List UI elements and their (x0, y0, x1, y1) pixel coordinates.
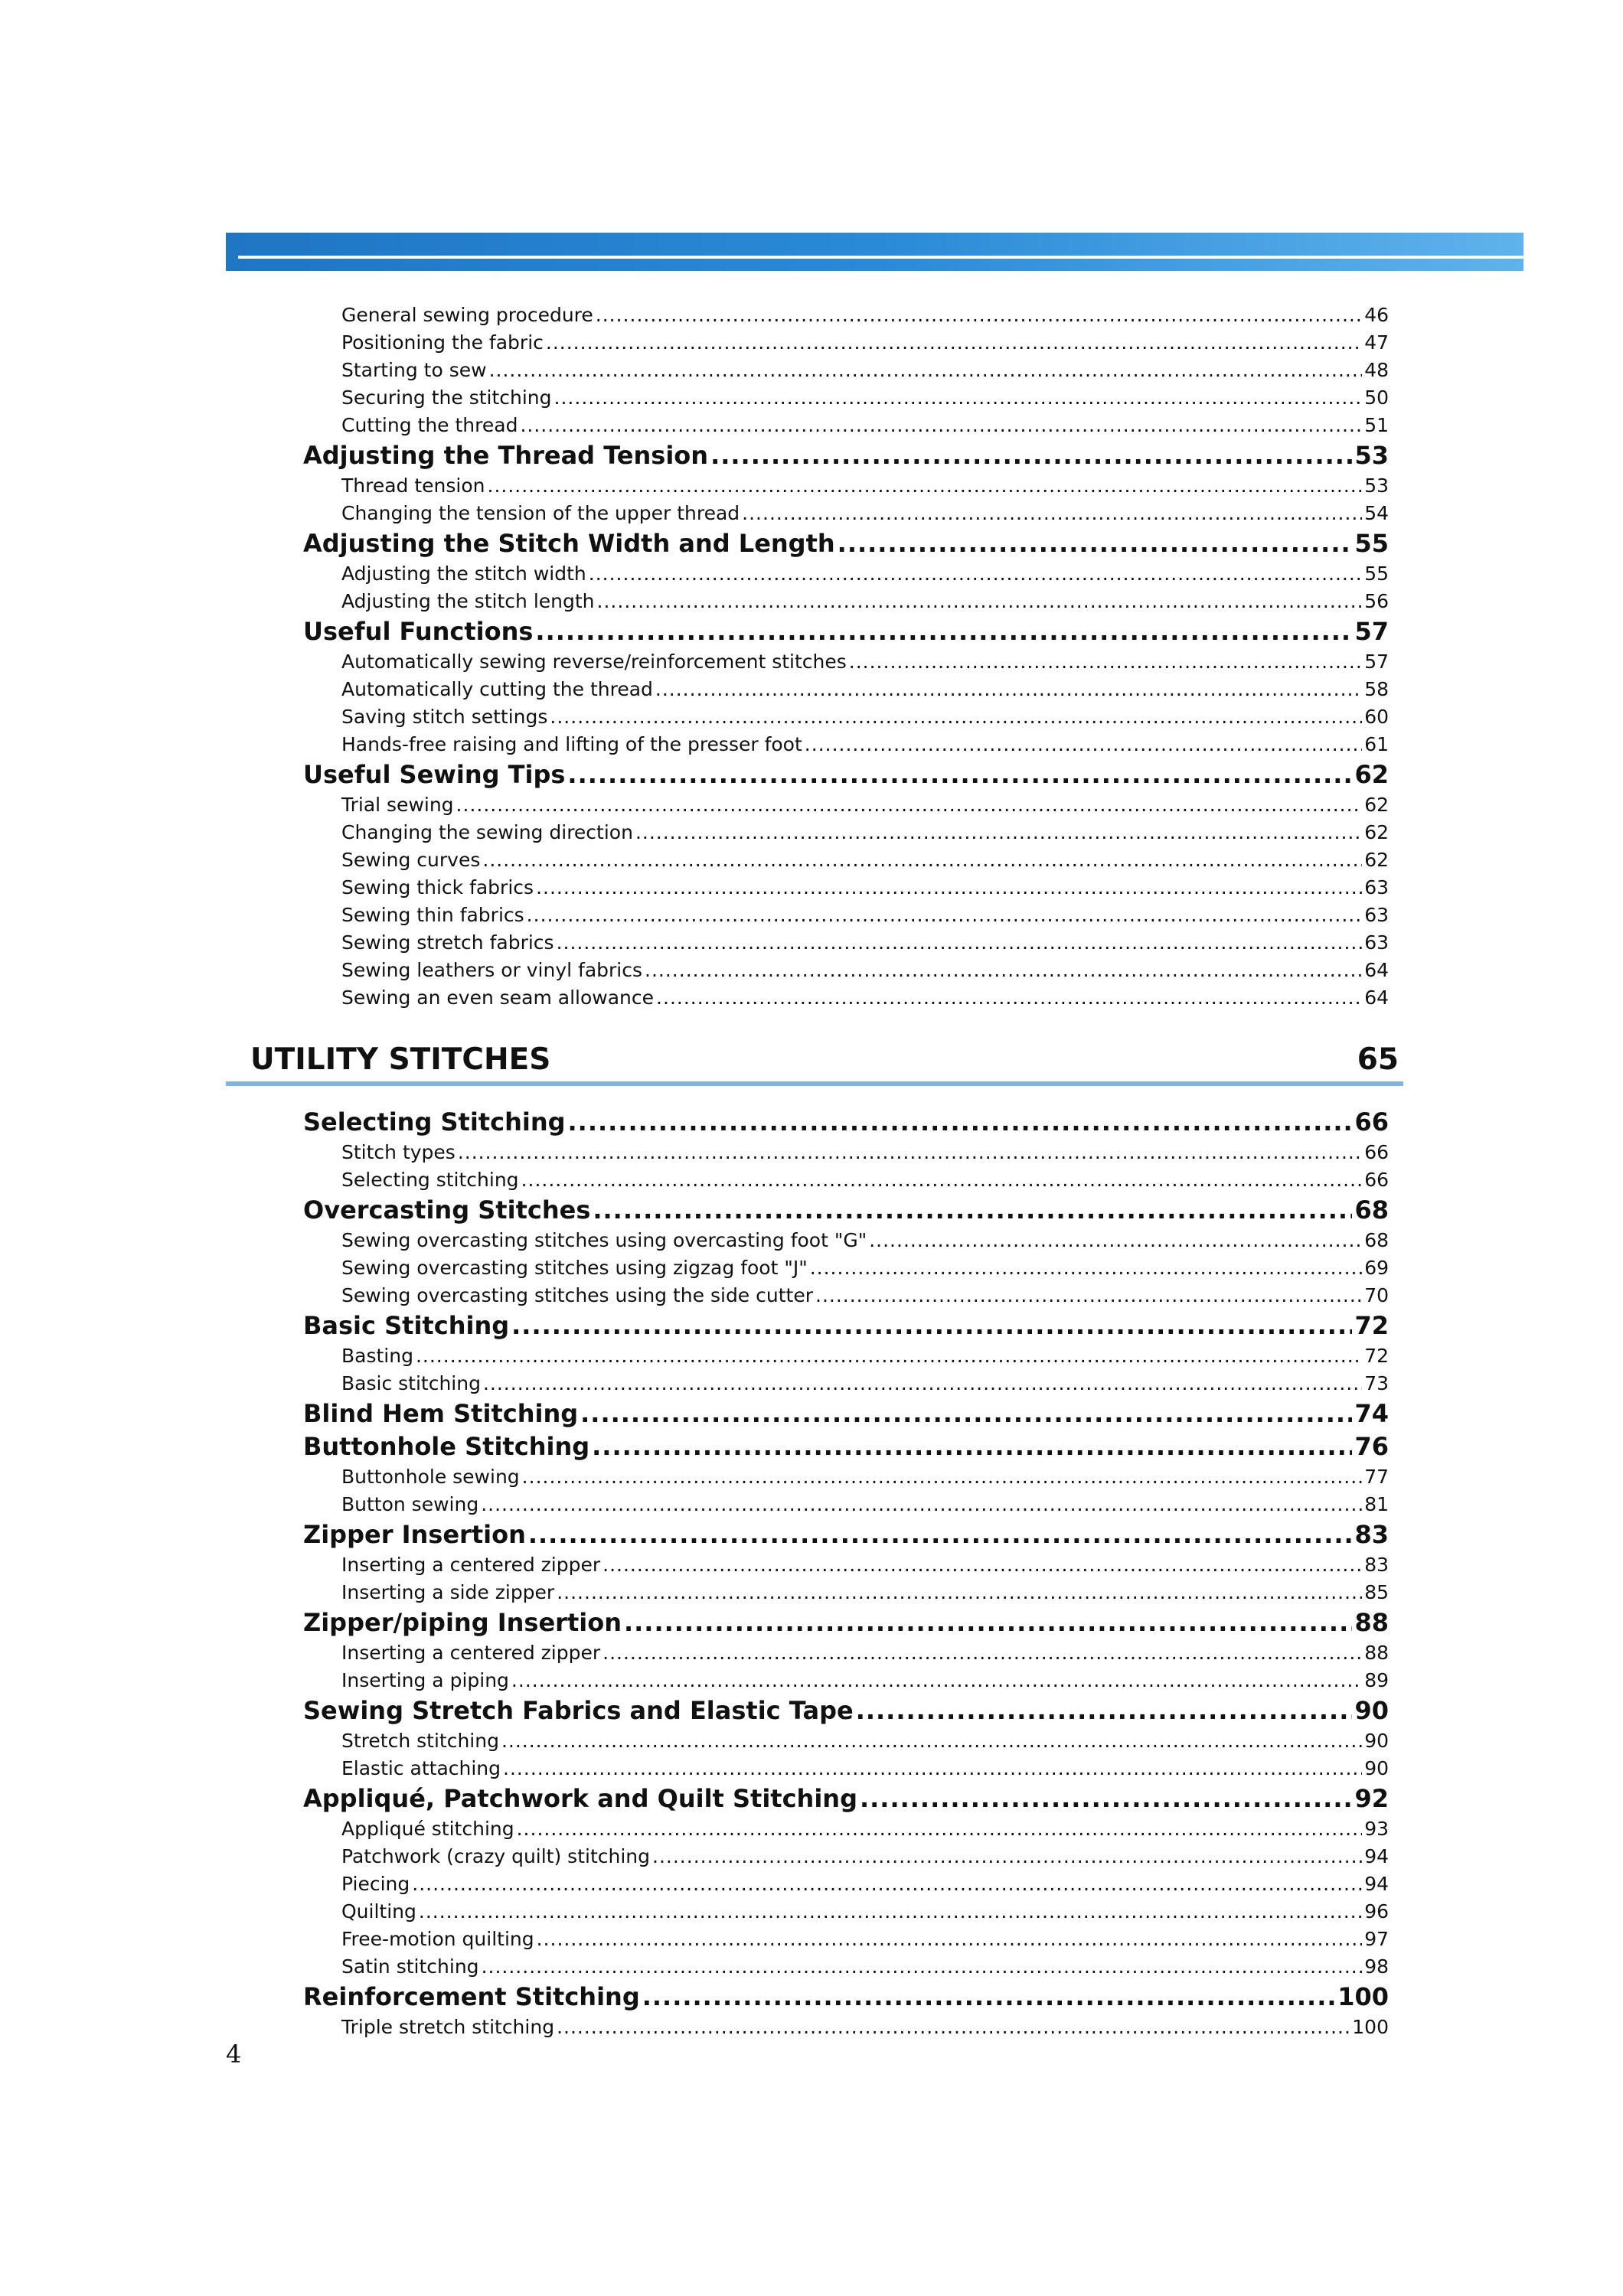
dot-leader (536, 874, 1362, 902)
dot-leader (652, 1843, 1362, 1870)
toc-subsection-entry[interactable] (341, 1755, 1389, 1782)
toc-entry-page: 47 (1364, 331, 1389, 354)
toc-section-entry[interactable] (303, 1309, 1389, 1342)
header-color-bar (226, 233, 1523, 271)
toc-entry-page: 54 (1364, 502, 1389, 524)
dot-leader (860, 1782, 1352, 1815)
toc-entry-page: 62 (1364, 849, 1389, 871)
toc-entry-label: Sewing thin fabrics (341, 904, 524, 926)
toc-subsection-entry[interactable] (341, 1491, 1389, 1518)
toc-subsection-entry[interactable] (341, 1926, 1389, 1953)
toc-entry-label: Automatically sewing reverse/reinforcement stitches (341, 651, 847, 673)
toc-entry-label: Changing the tension of the upper thread (341, 502, 740, 524)
dot-leader (416, 1342, 1362, 1370)
toc-entry-label: Automatically cutting the thread (341, 678, 653, 700)
toc-entry-label: Securing the stitching (341, 386, 552, 409)
toc-entry-label: Trial sewing (341, 794, 454, 816)
toc-subsection-entry[interactable] (341, 1667, 1389, 1694)
toc-entry-label: Inserting a side zipper (341, 1581, 555, 1603)
toc-entry-label: Sewing overcasting stitches using the side cutter (341, 1284, 813, 1306)
dot-leader (537, 1926, 1363, 1953)
dot-leader (521, 1166, 1363, 1194)
toc-entry-page: 66 (1364, 1141, 1389, 1163)
toc-entry-label: Useful Sewing Tips (303, 760, 566, 789)
dot-leader (458, 1139, 1362, 1166)
dot-leader (527, 902, 1363, 929)
toc-entry-label: Quilting (341, 1900, 416, 1923)
toc-entry-label: Sewing stretch fabrics (341, 931, 554, 954)
toc-entry-page: 73 (1364, 1372, 1389, 1394)
dot-leader (869, 1227, 1362, 1254)
toc-subsection-entry[interactable] (341, 1463, 1389, 1491)
dot-leader (742, 500, 1362, 527)
dot-leader (596, 302, 1362, 329)
dot-leader (535, 615, 1352, 648)
dot-leader (522, 1463, 1363, 1491)
toc-entry-page: 58 (1364, 678, 1389, 700)
toc-entry-page: 98 (1364, 1955, 1389, 1978)
toc-subsection-entry[interactable] (341, 1166, 1389, 1194)
dot-leader (488, 472, 1363, 500)
toc-entry-label: General sewing procedure (341, 304, 593, 326)
dot-leader (805, 731, 1362, 758)
toc-entry-page: 74 (1354, 1399, 1389, 1428)
dot-leader (546, 329, 1362, 357)
toc-entry-label: Selecting stitching (341, 1169, 519, 1191)
toc-entry-page: 96 (1364, 1900, 1389, 1923)
toc-entry-label: Adjusting the Thread Tension (303, 441, 709, 470)
toc-entry-label: Starting to sew (341, 359, 487, 381)
toc-entry-label: Piecing (341, 1873, 410, 1895)
toc-section-entry[interactable] (303, 1397, 1389, 1430)
toc-entry-label: Buttonhole sewing (341, 1466, 520, 1488)
toc-section-entry[interactable] (303, 1694, 1389, 1727)
toc-entry-label: Appliqué, Patchwork and Quilt Stitching (303, 1784, 857, 1813)
toc-entry-page: 100 (1352, 2016, 1389, 2038)
toc-subsection-entry[interactable] (341, 819, 1389, 846)
toc-subsection-entry[interactable] (341, 1870, 1389, 1898)
toc-section-entry[interactable] (303, 1105, 1389, 1139)
toc-subsection-entry[interactable] (341, 357, 1389, 384)
toc-entry-page: 62 (1364, 821, 1389, 843)
toc-entry-label: Patchwork (crazy quilt) stitching (341, 1845, 651, 1867)
toc-entry-page: 90 (1364, 1730, 1389, 1752)
toc-entry-page: 56 (1364, 590, 1389, 612)
toc-entry-page: 68 (1364, 1229, 1389, 1251)
toc-entry-label: Stitch types (341, 1141, 456, 1163)
toc-subsection-entry[interactable] (341, 929, 1389, 957)
toc-entry-page: 57 (1364, 651, 1389, 673)
toc-entry-page: 68 (1354, 1195, 1389, 1225)
toc-entry-page: 77 (1364, 1466, 1389, 1488)
toc-subsection-entry[interactable] (341, 676, 1389, 703)
toc-entry-page: 64 (1364, 987, 1389, 1009)
dot-leader (810, 1254, 1362, 1282)
toc-subsection-entry[interactable] (341, 412, 1389, 439)
toc-entry-page: 53 (1364, 475, 1389, 497)
toc-subsection-entry[interactable] (341, 1139, 1389, 1166)
toc-entry-label: Cutting the thread (341, 414, 518, 436)
toc-entry-label: Free-motion quilting (341, 1928, 534, 1950)
toc-subsection-entry[interactable] (341, 1254, 1389, 1282)
dot-leader (501, 1727, 1362, 1755)
toc-entry-label: Triple stretch stitching (341, 2016, 555, 2038)
toc-subsection-entry[interactable] (341, 302, 1389, 329)
toc-entry-label: Overcasting Stitches (303, 1195, 591, 1225)
toc-subsection-entry[interactable] (341, 1579, 1389, 1606)
toc-entry-label: Adjusting the Stitch Width and Length (303, 529, 835, 558)
toc-entry-label: Inserting a centered zipper (341, 1642, 601, 1664)
toc-subsection-entry[interactable] (341, 957, 1389, 984)
toc-subsection-entry[interactable] (341, 560, 1389, 588)
dot-leader (567, 758, 1352, 791)
toc-entry-label: Elastic attaching (341, 1757, 501, 1779)
toc-entry-page: 62 (1364, 794, 1389, 816)
dot-leader (589, 560, 1362, 588)
toc-entry-page: 62 (1354, 760, 1389, 789)
toc-entry-label: Sewing overcasting stitches using zigzag foot "J" (341, 1257, 808, 1279)
toc-entry-page: 48 (1364, 359, 1389, 381)
toc-subsection-entry[interactable] (341, 1227, 1389, 1254)
toc-entry-page: 66 (1364, 1169, 1389, 1191)
toc-entry-page: 63 (1364, 931, 1389, 954)
toc-entry-page: 89 (1364, 1669, 1389, 1691)
dot-leader (456, 791, 1363, 819)
toc-entry-label: Button sewing (341, 1493, 479, 1515)
toc-entry-page: 55 (1364, 563, 1389, 585)
toc-entry-page: 97 (1364, 1928, 1389, 1950)
toc-entry-page: 94 (1364, 1873, 1389, 1895)
toc-subsection-entry[interactable] (341, 1370, 1389, 1397)
dot-leader (511, 1667, 1362, 1694)
dot-leader (557, 2014, 1350, 2041)
toc-entry-label: Selecting Stitching (303, 1107, 566, 1137)
toc-entry-page: 66 (1354, 1107, 1389, 1137)
toc-section-entry[interactable] (303, 439, 1389, 472)
toc-entry-page: 90 (1354, 1696, 1389, 1725)
toc-section-entry[interactable] (303, 1430, 1389, 1463)
dot-leader (856, 1694, 1353, 1727)
toc-subsection-entry[interactable] (341, 731, 1389, 758)
toc-subsection-entry[interactable] (341, 791, 1389, 819)
dot-leader (481, 1491, 1362, 1518)
dot-leader (656, 984, 1362, 1012)
dot-leader (482, 1953, 1363, 1981)
toc-entry-label: Sewing overcasting stitches using overcasting foot "G" (341, 1229, 867, 1251)
chapter-page: 65 (1357, 1042, 1399, 1077)
dot-leader (568, 1105, 1353, 1139)
dot-leader (597, 588, 1363, 615)
toc-entry-page: 76 (1354, 1432, 1389, 1461)
toc-entry-label: Positioning the fabric (341, 331, 544, 354)
toc-subsection-entry[interactable] (341, 874, 1389, 902)
toc-entry-label: Sewing Stretch Fabrics and Elastic Tape (303, 1696, 854, 1725)
chapter-rule (226, 1081, 1403, 1086)
toc-section-entry[interactable] (303, 527, 1389, 560)
toc-entry-label: Blind Hem Stitching (303, 1399, 579, 1428)
toc-subsection-entry[interactable] (341, 1639, 1389, 1667)
toc-entry-page: 72 (1354, 1311, 1389, 1340)
toc-entry-label: Appliqué stitching (341, 1818, 514, 1840)
toc-entry-page: 88 (1354, 1608, 1389, 1637)
dot-leader (710, 439, 1352, 472)
toc-entry-label: Useful Functions (303, 617, 534, 646)
dot-leader (635, 819, 1362, 846)
toc-subsection-entry[interactable] (341, 902, 1389, 929)
toc-entry-label: Saving stitch settings (341, 706, 548, 728)
toc-entry-page: 55 (1354, 529, 1389, 558)
toc-subsection-entry[interactable] (341, 1342, 1389, 1370)
toc-subsection-entry[interactable] (341, 703, 1389, 731)
toc-entry-page: 46 (1364, 304, 1389, 326)
dot-leader (655, 676, 1362, 703)
dot-leader (482, 846, 1362, 874)
dot-leader (592, 1430, 1352, 1463)
toc-section-entry[interactable] (303, 1518, 1389, 1551)
toc-entry-label: Changing the sewing direction (341, 821, 633, 843)
toc-entry-label: Hands-free raising and lifting of the presser foot (341, 733, 802, 755)
toc-section-entry[interactable] (303, 615, 1389, 648)
toc-entry-page: 63 (1364, 904, 1389, 926)
toc-entry-label: Basic stitching (341, 1372, 481, 1394)
toc-entry-label: Sewing an even seam allowance (341, 987, 655, 1009)
dot-leader (645, 957, 1362, 984)
toc-subsection-entry[interactable] (341, 1815, 1389, 1843)
chapter-heading[interactable] (250, 1039, 1399, 1081)
toc-entry-page: 83 (1354, 1520, 1389, 1549)
toc-entry-page: 53 (1354, 441, 1389, 470)
toc-entry-page: 51 (1364, 414, 1389, 436)
toc-entry-page: 72 (1364, 1345, 1389, 1367)
toc-section-entry[interactable] (303, 1193, 1389, 1227)
dot-leader (517, 1815, 1363, 1843)
toc-entry-page: 90 (1364, 1757, 1389, 1779)
toc-subsection-entry[interactable] (341, 1727, 1389, 1755)
toc-entry-page: 57 (1354, 617, 1389, 646)
toc-entry-label: Inserting a piping (341, 1669, 509, 1691)
toc-subsection-entry[interactable] (341, 648, 1389, 676)
toc-subsection-entry[interactable] (341, 329, 1389, 357)
dot-leader (557, 929, 1363, 957)
dot-leader (554, 384, 1363, 412)
toc-entry-page: 64 (1364, 959, 1389, 981)
dot-leader (603, 1551, 1362, 1579)
toc-entry-label: Inserting a centered zipper (341, 1554, 601, 1576)
toc-entry-label: Stretch stitching (341, 1730, 499, 1752)
dot-leader (483, 1370, 1362, 1397)
toc-entry-label: Adjusting the stitch width (341, 563, 586, 585)
toc-entry-page: 60 (1364, 706, 1389, 728)
toc-entry-page: 83 (1364, 1554, 1389, 1576)
toc-entry-label: Basting (341, 1345, 413, 1367)
toc-entry-page: 70 (1364, 1284, 1389, 1306)
dot-leader (511, 1309, 1352, 1342)
toc-section-entry[interactable] (303, 758, 1389, 791)
toc-entry-page: 94 (1364, 1845, 1389, 1867)
toc-entry-page: 69 (1364, 1257, 1389, 1279)
dot-leader (528, 1518, 1353, 1551)
toc-entry-label: Thread tension (341, 475, 485, 497)
toc-entry-page: 61 (1364, 733, 1389, 755)
toc-entry-label: Sewing thick fabrics (341, 876, 534, 899)
toc-entry-page: 63 (1364, 876, 1389, 899)
toc-entry-page: 85 (1364, 1581, 1389, 1603)
toc-subsection-entry[interactable] (341, 1898, 1389, 1926)
toc-section-entry[interactable] (303, 1606, 1389, 1639)
toc-entry-page: 81 (1364, 1493, 1389, 1515)
toc-subsection-entry[interactable] (341, 500, 1389, 527)
dot-leader (520, 412, 1362, 439)
toc-subsection-entry[interactable] (341, 472, 1389, 500)
page-number: 4 (226, 2040, 242, 2069)
dot-leader (593, 1193, 1352, 1227)
dot-leader (624, 1606, 1352, 1639)
toc-entry-label: Sewing curves (341, 849, 481, 871)
dot-leader (815, 1282, 1362, 1309)
toc-entry-label: Basic Stitching (303, 1311, 510, 1340)
dot-leader (603, 1639, 1362, 1667)
toc-subsection-entry[interactable] (341, 384, 1389, 412)
dot-leader (489, 357, 1363, 384)
toc-section-entry[interactable] (303, 1980, 1389, 2014)
header-white-line (238, 256, 1523, 259)
toc-subsection-entry[interactable] (341, 1282, 1389, 1309)
toc-subsection-entry[interactable] (341, 984, 1389, 1012)
toc-entry-label: Reinforcement Stitching (303, 1982, 640, 2011)
dot-leader (838, 527, 1353, 560)
toc-entry-page: 88 (1364, 1642, 1389, 1664)
toc-entry-page: 93 (1364, 1818, 1389, 1840)
toc-subsection-entry[interactable] (341, 588, 1389, 615)
dot-leader (557, 1579, 1362, 1606)
toc-subsection-entry[interactable] (341, 1843, 1389, 1870)
dot-leader (849, 648, 1362, 676)
toc-entry-page: 100 (1337, 1982, 1389, 2011)
toc-entry-label: Adjusting the stitch length (341, 590, 595, 612)
toc-entry-label: Satin stitching (341, 1955, 479, 1978)
toc-entry-label: Zipper Insertion (303, 1520, 526, 1549)
toc-entry-label: Buttonhole Stitching (303, 1432, 590, 1461)
dot-leader (580, 1397, 1352, 1430)
toc-subsection-entry[interactable] (341, 2014, 1389, 2041)
dot-leader (550, 703, 1362, 731)
dot-leader (419, 1898, 1362, 1926)
toc-entry-label: Zipper/piping Insertion (303, 1608, 622, 1637)
dot-leader (642, 1980, 1335, 2014)
toc-entry-label: Sewing leathers or vinyl fabrics (341, 959, 643, 981)
toc-section-entry[interactable] (303, 1782, 1389, 1815)
dot-leader (503, 1755, 1362, 1782)
dot-leader (412, 1870, 1362, 1898)
toc-subsection-entry[interactable] (341, 1953, 1389, 1981)
toc-entry-page: 92 (1354, 1784, 1389, 1813)
toc-entry-page: 50 (1364, 386, 1389, 409)
toc-subsection-entry[interactable] (341, 1551, 1389, 1579)
toc-subsection-entry[interactable] (341, 846, 1389, 874)
chapter-title: UTILITY STITCHES (250, 1042, 551, 1077)
